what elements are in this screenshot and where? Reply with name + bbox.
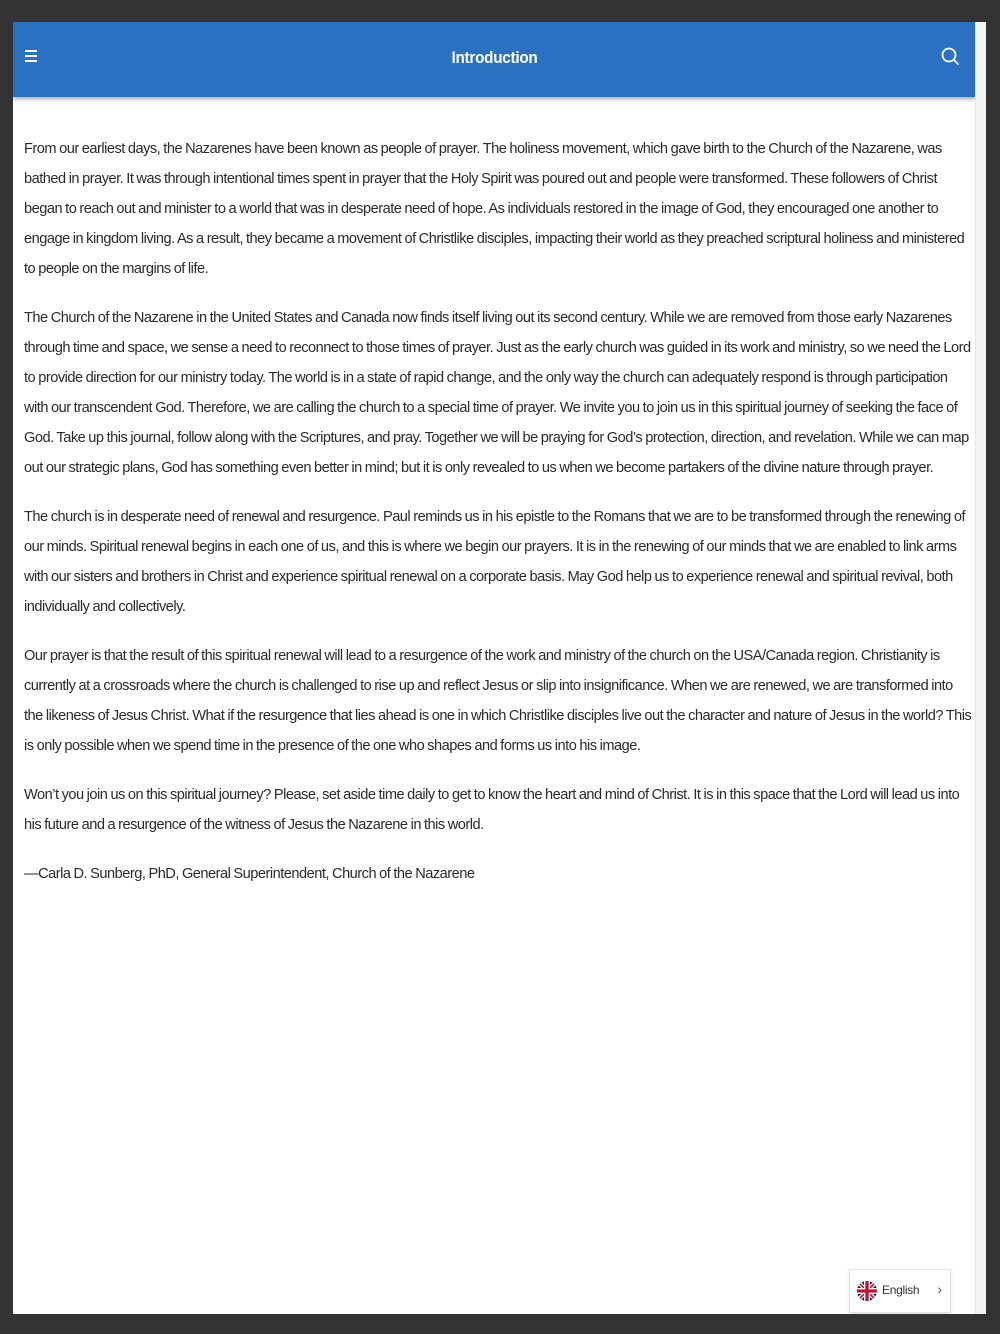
search-icon[interactable] <box>940 46 960 68</box>
app-screen <box>13 22 986 1314</box>
paragraph-5: Won’t you join us on this spiritual journey? Please, set aside time daily to get to know the heart and mind of Christ. It is in this space that the Lord will lead us into his future and a resurgence of the witness of Jesus the Nazarene in this world. <box>24 787 960 833</box>
chevron-right-icon: › <box>937 1281 942 1297</box>
uk-flag-icon <box>857 1281 877 1301</box>
article-body <box>24 134 974 908</box>
scrollbar[interactable] <box>975 22 986 1314</box>
paragraph-2: The Church of the Nazarene in the United States and Canada now finds itself living out its second century. While we are removed from those early Nazarenes through time and space, we sense a need to reconnect to those times of prayer. Just as the early church was guided in its work and ministry, so we need the Lord to provide direction for our ministry today. The world is in a state of rapid change, and the only way the church can adequately respond is through participation with our transcendent God. Therefore, we are calling the church to a special time of prayer. We invite you to join us in this spiritual journey of seeking the face of God. Take up this journal, follow along with the Scriptures, and pray. Together we will be praying for God’s protection, direction, and revelation. While we can map out our strategic plans, God has something even better in mind; but it is only revealed to us when we become partakers of the divine nature through prayer. <box>24 310 971 476</box>
paragraph-4: Our prayer is that the result of this spiritual renewal will lead to a resurgence of the work and ministry of the church on the USA/Canada region. Christianity is currently at a crossroads where the church is challenged to rise up and reflect Jesus or slip into insignificance. When we are renewed, we are transformed into the likeness of Jesus Christ. What if the resurgence that lies ahead is one in which Christlike disciples live out the character and nature of Jesus in the world? This is only possible when we spend time in the presence of the one who shapes and forms us into his image. <box>24 648 972 754</box>
app-header <box>13 22 976 97</box>
language-label: English <box>882 1283 920 1297</box>
language-selector[interactable] <box>849 1269 951 1313</box>
paragraph-3: The church is in desperate need of renewal and resurgence. Paul reminds us in his epistle to the Romans that we are to be transformed through the renewing of our minds. Spiritual renewal begins in each one of us, and this is where we begin our prayers. It is in the renewing of our minds that we are enabled to link arms with our sisters and brothers in Christ and experience spiritual renewal on a corporate basis. May God help us to experience renewal and spiritual revival, both individually and collectively. <box>24 509 966 615</box>
signature: —Carla D. Sunberg, PhD, General Superintendent, Church of the Nazarene <box>24 866 475 882</box>
hamburger-menu-icon[interactable] <box>25 50 41 66</box>
page-title: Introduction <box>451 48 538 67</box>
paragraph-1: From our earliest days, the Nazarenes have been known as people of prayer. The holiness movement, which gave birth to the Church of the Nazarene, was bathed in prayer. It was through intentional times spent in prayer that the Holy Spirit was poured out and people were transformed. These followers of Christ began to reach out and minister to a world that was in desperate need of hope. As individuals restored in the image of God, they encouraged one another to engage in kingdom living. As a result, they became a movement of Christlike disciples, impacting their world as they preached scriptural holiness and ministered to people on the margins of life. <box>24 141 965 277</box>
